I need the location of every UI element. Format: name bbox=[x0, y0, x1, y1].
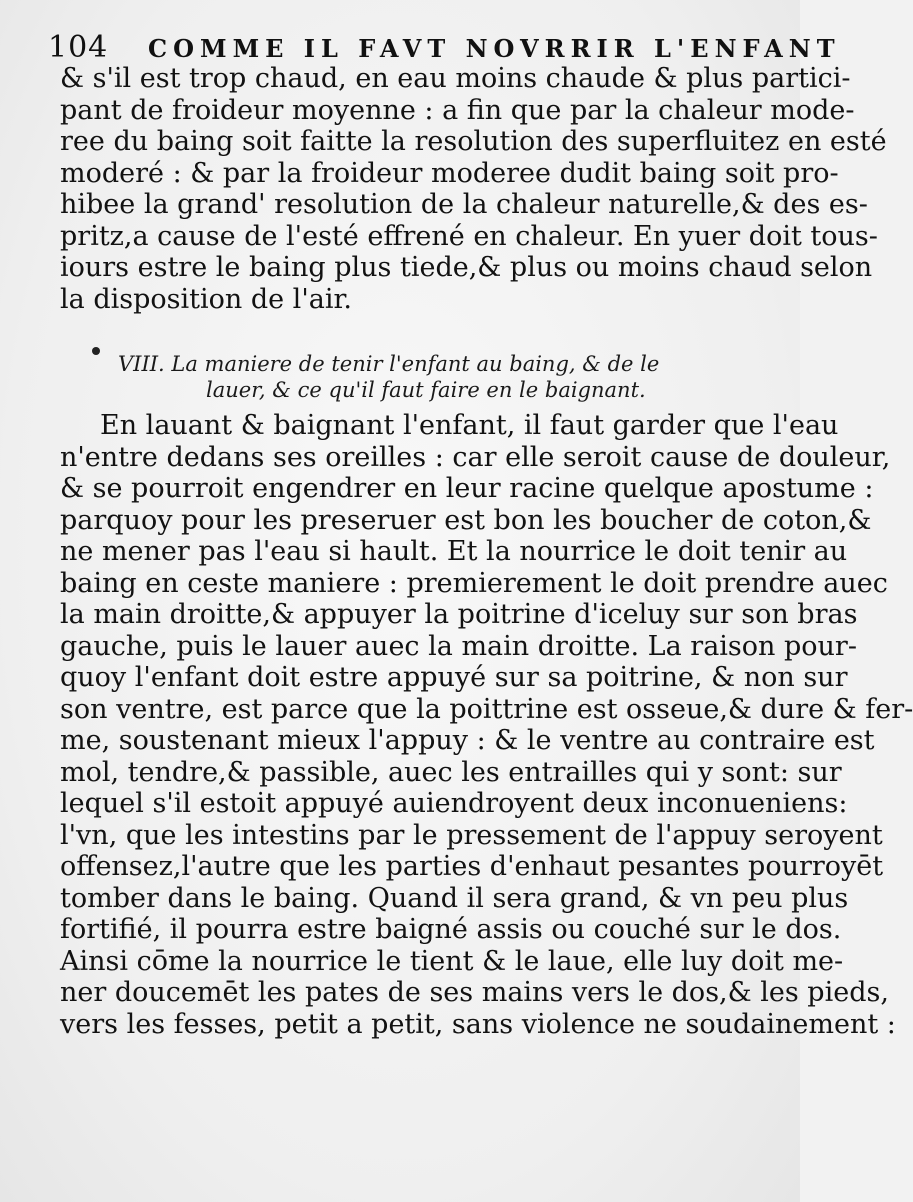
text-line: l'vn, que les intestins par le pressement de l'appuy seroyent bbox=[60, 819, 883, 851]
text-line: tomber dans le baing. Quand il sera grand, & vn peu plus bbox=[60, 882, 849, 914]
text-line: son ventre, est parce que la poittrine est osseue,& dure & fer- bbox=[60, 693, 913, 725]
text-line: & se pourroit engendrer en leur racine quelque apostume : bbox=[60, 473, 874, 504]
text-line: vers les fesses, petit a petit, sans violence ne soudainement : bbox=[60, 1008, 896, 1040]
paragraph-2 bbox=[60, 410, 913, 1040]
text-line: En lauant & baignant l'enfant, il faut garder que l'eau bbox=[100, 410, 839, 441]
text-line: gauche, puis le lauer auec la main droitte. La raison pour- bbox=[60, 630, 857, 662]
running-title: COMME IL FAVT NOVRRIR L'ENFANT bbox=[148, 34, 841, 63]
text-line: fortifié, il pourra estre baigné assis ou couché sur le dos. bbox=[60, 914, 842, 945]
text-line: la main droitte,& appuyer la poitrine d'iceluy sur son bras bbox=[60, 599, 858, 630]
text-line: ree du baing soit faitte la resolution des superfluitez en esté bbox=[60, 126, 887, 157]
text-line: ner doucemēt les pates de ses mains vers le dos,& les pieds, bbox=[60, 977, 889, 1008]
text-line: lequel s'il estoit appuyé auiendroyent deux inconueniens: bbox=[60, 788, 848, 819]
text-line: ne mener pas l'eau si hault. Et la nourrice le doit tenir au bbox=[60, 536, 848, 567]
page-number: 104 bbox=[48, 30, 109, 65]
text-line: baing en ceste maniere : premierement le doit prendre auec bbox=[60, 567, 888, 599]
text-line: & s'il est trop chaud, en eau moins chaude & plus partici- bbox=[60, 63, 851, 94]
text-line: n'entre dedans ses oreilles : car elle seroit cause de douleur, bbox=[60, 441, 891, 473]
text-line: Ainsi cōme la nourrice le tient & le laue, elle luy doit me- bbox=[60, 945, 844, 977]
heading-line: lauer, & ce qu'il faut faire en le baignant. bbox=[206, 378, 646, 402]
page-header bbox=[48, 22, 841, 65]
text-line: me, soustenant mieux l'appuy : & le ventre au contraire est bbox=[60, 725, 875, 756]
text-line: moderé : & par la froideur moderee dudit baing soit pro- bbox=[60, 157, 839, 189]
text-line: quoy l'enfant doit estre appuyé sur sa poitrine, & non sur bbox=[60, 662, 848, 693]
text-line: hibee la grand' resolution de la chaleur naturelle,& des es- bbox=[60, 189, 868, 220]
paragraph-1 bbox=[60, 63, 887, 315]
section-heading bbox=[118, 351, 720, 403]
heading-line: VIII. La maniere de tenir l'enfant au baing, & de le bbox=[118, 352, 660, 376]
ink-dot bbox=[92, 347, 100, 355]
text-line: pant de froideur moyenne : a fin que par la chaleur mode- bbox=[60, 94, 855, 126]
text-line: offensez,l'autre que les parties d'enhaut pesantes pourroyēt bbox=[60, 851, 884, 882]
text-line: parquoy pour les preseruer est bon les boucher de coton,& bbox=[60, 504, 872, 536]
text-line: mol, tendre,& passible, auec les entrailles qui y sont: sur bbox=[60, 756, 842, 788]
text-line: iours estre le baing plus tiede,& plus ou moins chaud selon bbox=[60, 252, 873, 283]
text-line: la disposition de l'air. bbox=[60, 283, 352, 315]
text-line: pritz,a cause de l'esté effrené en chaleur. En yuer doit tous- bbox=[60, 220, 878, 252]
